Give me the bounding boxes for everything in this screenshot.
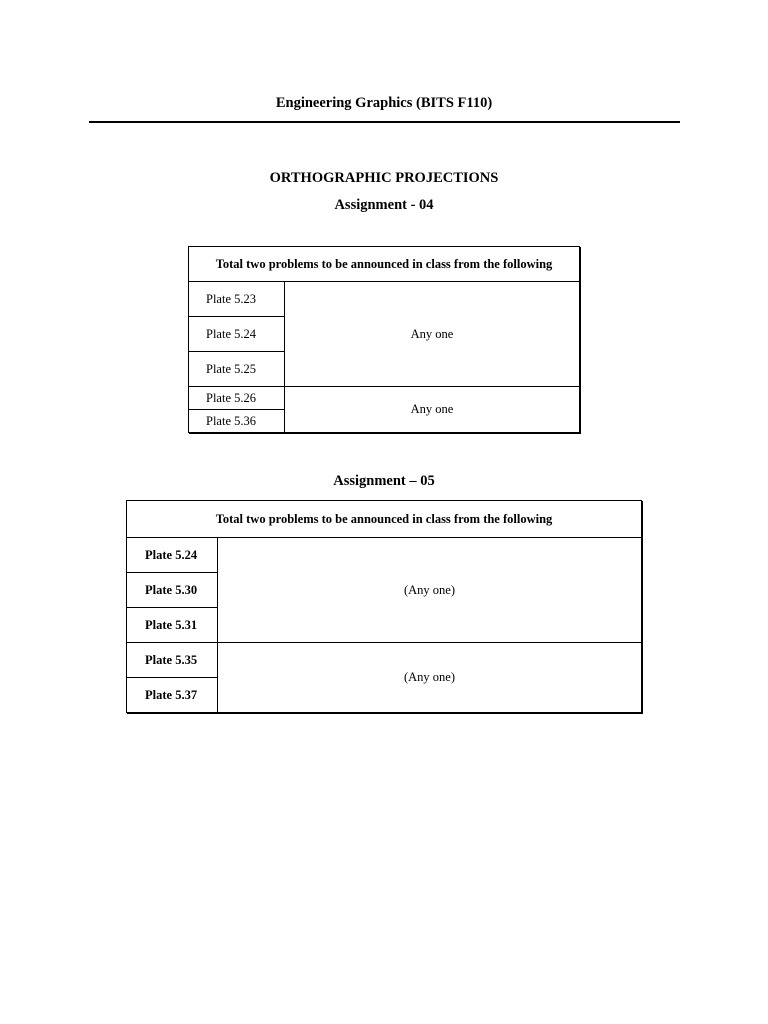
assignment-05-table (126, 500, 642, 713)
assignment-04-table (188, 246, 580, 433)
assignment-05-title: Assignment – 05 (333, 473, 435, 489)
plate-cell: Plate 5.26 (189, 387, 285, 410)
table-row (127, 538, 642, 573)
plate-cell: Plate 5.31 (127, 608, 218, 643)
group-note: (Any one) (218, 538, 642, 643)
table-row (189, 387, 580, 410)
plate-cell: Plate 5.24 (189, 317, 285, 352)
plate-cell: Plate 5.37 (127, 678, 218, 713)
plate-cell: Plate 5.23 (189, 282, 285, 317)
table-header-row (189, 247, 580, 282)
header-rule (89, 121, 680, 123)
assignment-04-title: Assignment - 04 (334, 197, 434, 213)
plate-cell: Plate 5.35 (127, 643, 218, 678)
table-row (189, 282, 580, 317)
group-note: Any one (285, 282, 580, 387)
table-header: Total two problems to be announced in class from the following (127, 501, 642, 538)
plate-cell: Plate 5.30 (127, 573, 218, 608)
table-row (127, 643, 642, 678)
plate-cell: Plate 5.25 (189, 352, 285, 387)
plate-cell: Plate 5.24 (127, 538, 218, 573)
table-header-row (127, 501, 642, 538)
group-note: (Any one) (218, 643, 642, 713)
group-note: Any one (285, 387, 580, 433)
table-header: Total two problems to be announced in class from the following (189, 247, 580, 282)
section-title: ORTHOGRAPHIC PROJECTIONS (269, 170, 499, 186)
course-title: Engineering Graphics (BITS F110) (275, 95, 493, 111)
plate-cell: Plate 5.36 (189, 410, 285, 433)
